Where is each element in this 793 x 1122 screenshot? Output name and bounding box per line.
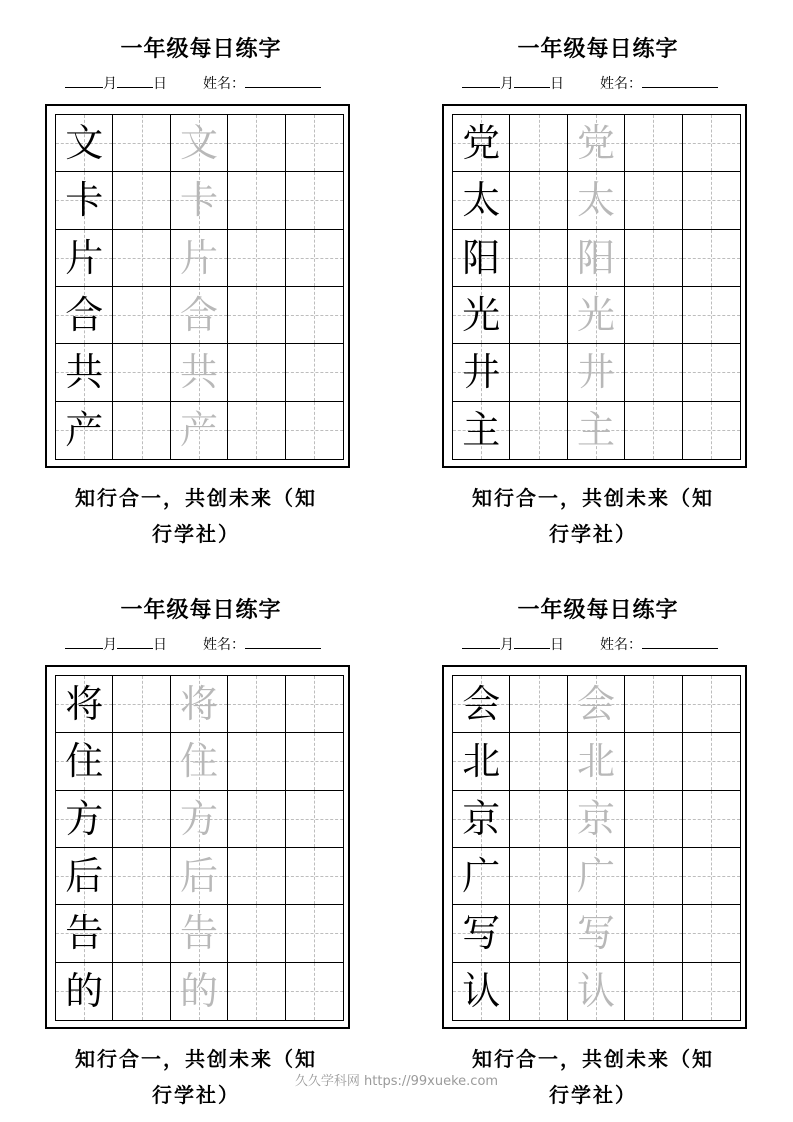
blank-cell bbox=[510, 402, 567, 459]
trace-character: 广 bbox=[568, 848, 625, 905]
model-character: 文 bbox=[56, 115, 113, 172]
day-label: 日 bbox=[550, 76, 564, 92]
day-blank bbox=[117, 73, 153, 88]
blank-cell bbox=[228, 287, 285, 344]
model-character: 写 bbox=[453, 905, 510, 962]
blank-cell bbox=[286, 402, 343, 459]
blank-cell bbox=[228, 905, 285, 962]
name-label: 姓名： bbox=[600, 637, 642, 653]
blank-cell bbox=[113, 963, 170, 1020]
blank-cell bbox=[113, 172, 170, 229]
blank-cell bbox=[113, 344, 170, 401]
blank-cell bbox=[683, 676, 740, 733]
blank-cell bbox=[625, 791, 682, 848]
blank-cell bbox=[228, 344, 285, 401]
model-character: 会 bbox=[453, 676, 510, 733]
model-character: 合 bbox=[56, 287, 113, 344]
month-label: 月 bbox=[103, 637, 117, 653]
slogan-line-2: 行学社） bbox=[152, 1083, 240, 1107]
blank-cell bbox=[625, 344, 682, 401]
blank-cell bbox=[510, 172, 567, 229]
practice-grid bbox=[55, 114, 344, 460]
model-character: 井 bbox=[453, 344, 510, 401]
blank-cell bbox=[286, 230, 343, 287]
blank-cell bbox=[625, 733, 682, 790]
model-character: 光 bbox=[453, 287, 510, 344]
name-label: 姓名： bbox=[203, 637, 245, 653]
blank-cell bbox=[625, 676, 682, 733]
trace-character: 共 bbox=[171, 344, 228, 401]
trace-character: 认 bbox=[568, 963, 625, 1020]
trace-character: 文 bbox=[171, 115, 228, 172]
blank-cell bbox=[286, 287, 343, 344]
blank-cell bbox=[510, 791, 567, 848]
blank-cell bbox=[228, 172, 285, 229]
trace-character: 京 bbox=[568, 791, 625, 848]
blank-cell bbox=[510, 230, 567, 287]
model-character: 京 bbox=[453, 791, 510, 848]
practice-grid bbox=[452, 114, 741, 460]
practice-grid bbox=[452, 675, 741, 1021]
trace-character: 光 bbox=[568, 287, 625, 344]
model-character: 认 bbox=[453, 963, 510, 1020]
blank-cell bbox=[625, 848, 682, 905]
model-character: 方 bbox=[56, 791, 113, 848]
blank-cell bbox=[286, 848, 343, 905]
blank-cell bbox=[625, 172, 682, 229]
model-character: 主 bbox=[453, 402, 510, 459]
month-label: 月 bbox=[103, 76, 117, 92]
trace-character: 的 bbox=[171, 963, 228, 1020]
blank-cell bbox=[625, 963, 682, 1020]
model-character: 共 bbox=[56, 344, 113, 401]
slogan-line-1: 知行合一，共创未来（知 bbox=[75, 486, 317, 510]
month-blank bbox=[462, 73, 500, 88]
blank-cell bbox=[683, 115, 740, 172]
model-character: 住 bbox=[56, 733, 113, 790]
model-character: 广 bbox=[453, 848, 510, 905]
blank-cell bbox=[113, 115, 170, 172]
model-character: 北 bbox=[453, 733, 510, 790]
blank-cell bbox=[510, 905, 567, 962]
blank-cell bbox=[683, 230, 740, 287]
blank-cell bbox=[510, 344, 567, 401]
blank-cell bbox=[286, 172, 343, 229]
model-character: 将 bbox=[56, 676, 113, 733]
blank-cell bbox=[510, 963, 567, 1020]
date-name-line bbox=[65, 73, 321, 93]
practice-grid bbox=[55, 675, 344, 1021]
blank-cell bbox=[286, 791, 343, 848]
watermark: 久久学科网 https://99xueke.com bbox=[294, 1074, 499, 1089]
slogan-line-2: 行学社） bbox=[152, 522, 240, 546]
day-blank bbox=[514, 73, 550, 88]
sheet-title: 一年级每日练字 bbox=[120, 597, 282, 623]
name-blank bbox=[245, 73, 321, 88]
trace-character: 后 bbox=[171, 848, 228, 905]
day-blank bbox=[514, 634, 550, 649]
trace-character: 北 bbox=[568, 733, 625, 790]
model-character: 告 bbox=[56, 905, 113, 962]
trace-character: 太 bbox=[568, 172, 625, 229]
trace-character: 住 bbox=[171, 733, 228, 790]
blank-cell bbox=[113, 230, 170, 287]
blank-cell bbox=[510, 115, 567, 172]
blank-cell bbox=[683, 905, 740, 962]
trace-character: 产 bbox=[171, 402, 228, 459]
blank-cell bbox=[625, 402, 682, 459]
day-label: 日 bbox=[550, 637, 564, 653]
date-name-line bbox=[462, 634, 718, 654]
month-blank bbox=[462, 634, 500, 649]
sheet-title: 一年级每日练字 bbox=[517, 597, 679, 623]
slogan bbox=[438, 480, 748, 552]
blank-cell bbox=[625, 230, 682, 287]
trace-character: 会 bbox=[568, 676, 625, 733]
model-character: 阳 bbox=[453, 230, 510, 287]
blank-cell bbox=[625, 905, 682, 962]
sheet-title: 一年级每日练字 bbox=[517, 36, 679, 62]
trace-character: 合 bbox=[171, 287, 228, 344]
blank-cell bbox=[683, 791, 740, 848]
blank-cell bbox=[113, 287, 170, 344]
sheet-title: 一年级每日练字 bbox=[120, 36, 282, 62]
blank-cell bbox=[510, 848, 567, 905]
blank-cell bbox=[286, 733, 343, 790]
blank-cell bbox=[683, 402, 740, 459]
month-label: 月 bbox=[500, 637, 514, 653]
blank-cell bbox=[625, 287, 682, 344]
blank-cell bbox=[683, 733, 740, 790]
blank-cell bbox=[113, 905, 170, 962]
blank-cell bbox=[625, 115, 682, 172]
blank-cell bbox=[286, 115, 343, 172]
month-blank bbox=[65, 73, 103, 88]
trace-character: 卡 bbox=[171, 172, 228, 229]
trace-character: 主 bbox=[568, 402, 625, 459]
model-character: 后 bbox=[56, 848, 113, 905]
blank-cell bbox=[228, 402, 285, 459]
day-label: 日 bbox=[153, 637, 167, 653]
trace-character: 将 bbox=[171, 676, 228, 733]
slogan-line-1: 知行合一，共创未来（知 bbox=[75, 1047, 317, 1071]
trace-character: 方 bbox=[171, 791, 228, 848]
model-character: 卡 bbox=[56, 172, 113, 229]
name-blank bbox=[245, 634, 321, 649]
blank-cell bbox=[683, 963, 740, 1020]
slogan-line-2: 行学社） bbox=[549, 1083, 637, 1107]
blank-cell bbox=[683, 287, 740, 344]
blank-cell bbox=[510, 287, 567, 344]
blank-cell bbox=[286, 344, 343, 401]
slogan-line-1: 知行合一，共创未来（知 bbox=[472, 486, 714, 510]
trace-character: 片 bbox=[171, 230, 228, 287]
day-blank bbox=[117, 634, 153, 649]
date-name-line bbox=[462, 73, 718, 93]
blank-cell bbox=[286, 963, 343, 1020]
slogan bbox=[41, 480, 351, 552]
name-blank bbox=[642, 73, 718, 88]
model-character: 的 bbox=[56, 963, 113, 1020]
blank-cell bbox=[113, 402, 170, 459]
trace-character: 告 bbox=[171, 905, 228, 962]
model-character: 太 bbox=[453, 172, 510, 229]
blank-cell bbox=[510, 676, 567, 733]
blank-cell bbox=[113, 791, 170, 848]
blank-cell bbox=[286, 905, 343, 962]
name-label: 姓名： bbox=[600, 76, 642, 92]
day-label: 日 bbox=[153, 76, 167, 92]
model-character: 党 bbox=[453, 115, 510, 172]
blank-cell bbox=[683, 172, 740, 229]
trace-character: 井 bbox=[568, 344, 625, 401]
trace-character: 党 bbox=[568, 115, 625, 172]
blank-cell bbox=[510, 733, 567, 790]
blank-cell bbox=[683, 344, 740, 401]
blank-cell bbox=[683, 848, 740, 905]
trace-character: 阳 bbox=[568, 230, 625, 287]
blank-cell bbox=[228, 848, 285, 905]
blank-cell bbox=[286, 676, 343, 733]
trace-character: 写 bbox=[568, 905, 625, 962]
month-label: 月 bbox=[500, 76, 514, 92]
model-character: 产 bbox=[56, 402, 113, 459]
month-blank bbox=[65, 634, 103, 649]
blank-cell bbox=[228, 733, 285, 790]
slogan-line-1: 知行合一，共创未来（知 bbox=[472, 1047, 714, 1071]
blank-cell bbox=[228, 791, 285, 848]
date-name-line bbox=[65, 634, 321, 654]
blank-cell bbox=[228, 963, 285, 1020]
name-label: 姓名： bbox=[203, 76, 245, 92]
blank-cell bbox=[228, 676, 285, 733]
slogan-line-2: 行学社） bbox=[549, 522, 637, 546]
blank-cell bbox=[113, 676, 170, 733]
blank-cell bbox=[228, 230, 285, 287]
name-blank bbox=[642, 634, 718, 649]
model-character: 片 bbox=[56, 230, 113, 287]
blank-cell bbox=[113, 733, 170, 790]
blank-cell bbox=[113, 848, 170, 905]
blank-cell bbox=[228, 115, 285, 172]
